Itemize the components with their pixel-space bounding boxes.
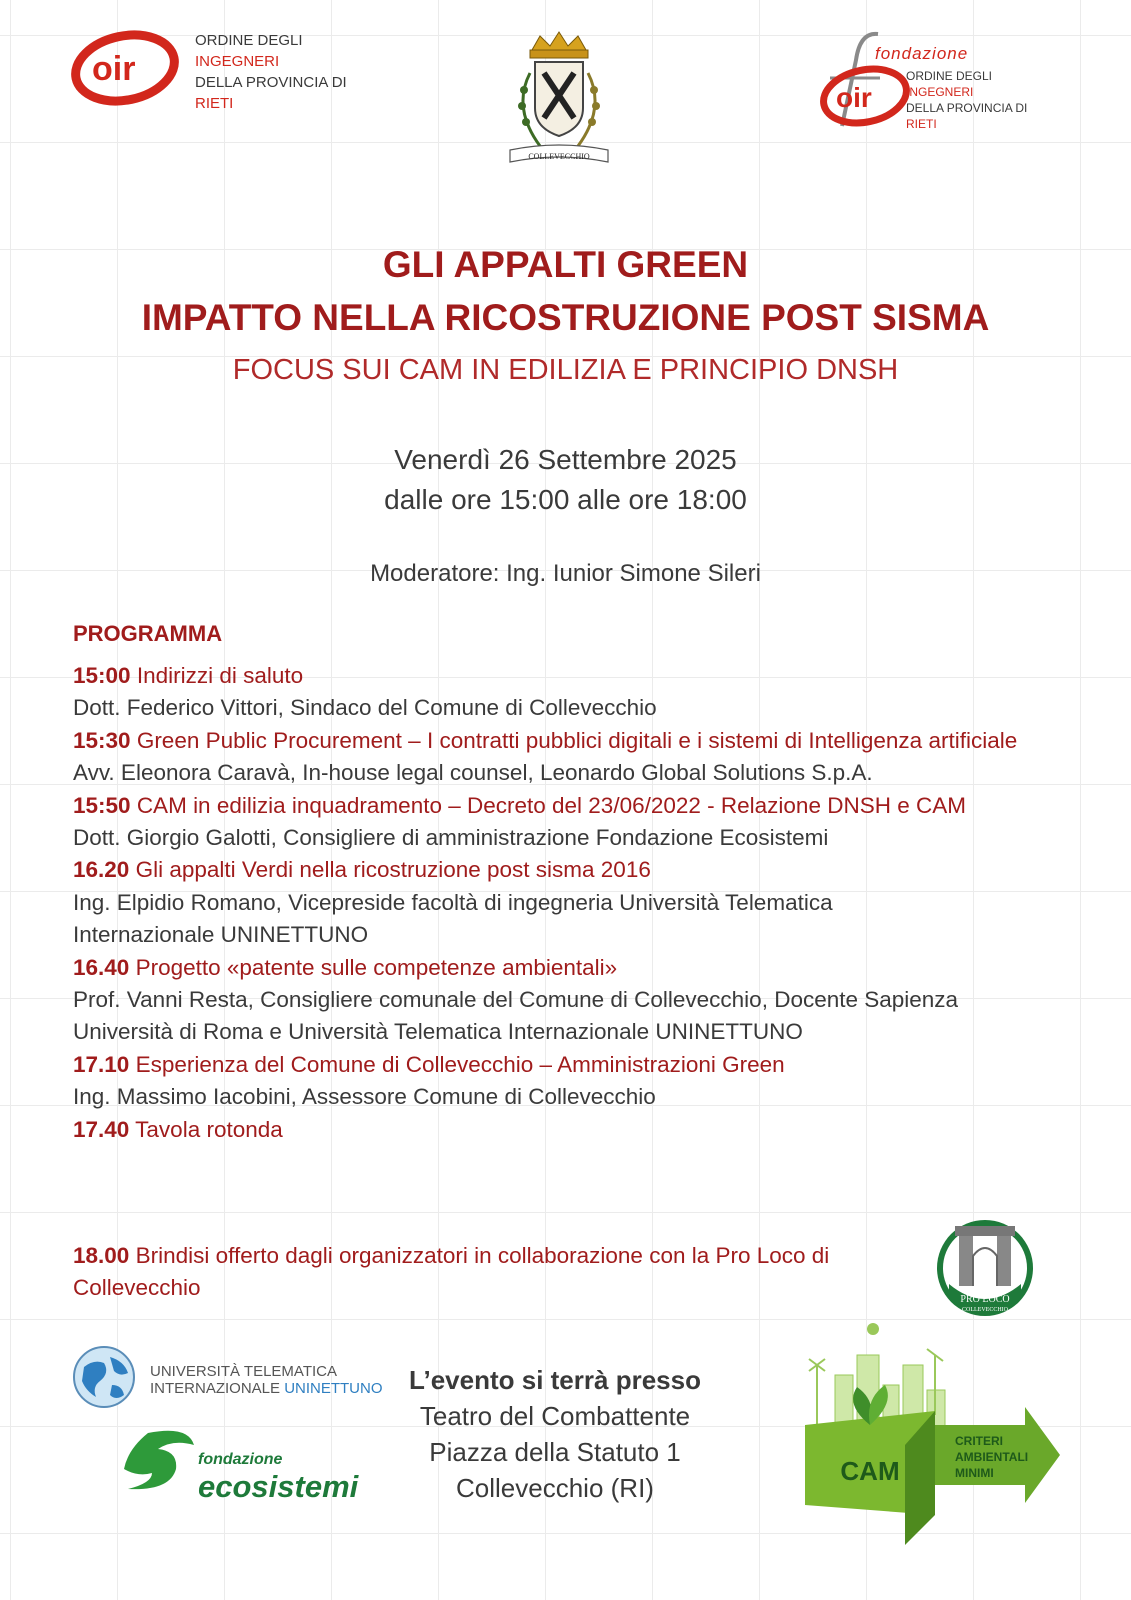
oir-left-line: DELLA PROVINCIA DI [195,74,347,91]
program-speaker: Dott. Federico Vittori, Sindaco del Comune di Collevecchio [73,695,657,721]
oir-left-text [195,30,347,114]
oir-left-line: ORDINE DEGLI [195,32,303,49]
cam-logo [795,1315,1070,1545]
uninettuno-line-1: UNIVERSITÀ TELEMATICA [150,1363,337,1380]
program-item [73,1049,1053,1114]
program-list [73,660,1053,1146]
crest-caption: COLLEVECCHIO [528,152,590,161]
fondazione-right-text [906,68,1027,132]
oir-emblem-icon [70,28,190,108]
venue-line: Collevecchio (RI) [456,1473,654,1503]
cam-line: MINIMI [955,1466,994,1480]
program-speaker: Ing. Massimo Iacobini, Assessore Comune di Collevecchio [73,1084,656,1110]
program-final-item [73,1240,933,1305]
program-heading: PROGRAMMA [73,621,223,646]
event-subtitle: FOCUS SUI CAM IN EDILIZIA E PRINCIPIO DNSH [232,354,899,386]
fondazione-logo-text: oir [836,82,872,113]
oir-left-line: RIETI [195,95,234,112]
fondazione-script-word: fondazione [875,44,969,63]
program-time: 17.40 [73,1116,130,1142]
pro-loco-sub: COLLEVECCHIO [962,1307,1008,1313]
uninettuno-line-2b: UNINETTUNO [284,1380,383,1397]
crest-icon [500,28,618,173]
program-title: Indirizzi di saluto [136,663,304,688]
uninettuno-logo [70,1343,400,1413]
event-date-block [0,440,1131,520]
moderator: Moderatore: Ing. Iunior Simone Sileri [370,560,761,587]
fond-line: RIETI [906,117,937,131]
program-title: Brindisi offerto dagli organizzatori in collaborazione con la Pro Loco di Collevecchio [73,1243,830,1301]
venue-heading: L’evento si terrà presso [409,1365,701,1395]
pro-loco-arch-icon [935,1218,1035,1318]
program-title: CAM in edilizia inquadramento – Decreto del 23/06/2022 - Relazione DNSH e CAM [136,792,966,818]
program-speaker: Avv. Eleonora Caravà, In-house legal counsel, Leonardo Global Solutions S.p.A. [73,760,873,786]
program-item [73,725,1053,790]
cam-line: AMBIENTALI [955,1450,1029,1464]
program-time: 15:00 [73,663,131,688]
program-title: Gli appalti Verdi nella ricostruzione post sisma 2016 [135,857,651,883]
uninettuno-line-2a: INTERNAZIONALE [150,1380,285,1397]
program-time: 16.40 [73,954,130,980]
program-time: 16.20 [73,857,130,883]
program-time: 15:50 [73,792,131,818]
fond-line: ORDINE DEGLI [906,69,993,83]
program-title: Progetto «patente sulle competenze ambientali» [135,954,618,980]
program-title: Esperienza del Comune di Collevecchio – Amministrazioni Green [135,1051,785,1077]
event-title-line-2: IMPATTO NELLA RICOSTRUZIONE POST SISMA [141,297,990,338]
program-item [73,1114,1053,1146]
program-item [73,952,1008,1049]
cam-city-icon [795,1315,1070,1545]
oir-logo-left [70,28,370,118]
oir-logo-text: oir [92,50,136,88]
uninettuno-text [150,1363,383,1397]
program-time: 15:30 [73,727,131,753]
ecosistemi-line-1: fondazione [198,1451,283,1468]
venue-line: Piazza della Statuto 1 [429,1437,681,1467]
cam-label: CAM [840,1456,900,1486]
collevecchio-crest [500,28,618,173]
fondazione-oir-logo [800,30,1060,135]
program-time: 18.00 [73,1243,130,1268]
program-speaker: Ing. Elpidio Romano, Vicepreside facoltà di ingegneria Università Telematica Internazionale UNINETTUNO [73,889,833,948]
program-item [73,854,923,951]
program-speaker: Prof. Vanni Resta, Consigliere comunale del Comune di Collevecchio, Docente Sapienza Università di Roma e Università Telematica Internazionale UNINETTUNO [73,987,959,1045]
program-title: Green Public Procurement – I contratti pubblici digitali e i sistemi di Intelligenza artificiale [136,727,1018,753]
oir-left-line: INGEGNERI [195,53,280,70]
program-time: 17.10 [73,1051,130,1077]
program-item [73,660,1053,725]
venue-block [380,1362,730,1506]
fond-line: DELLA PROVINCIA DI [906,101,1028,115]
event-title-line-1: GLI APPALTI GREEN [382,244,749,285]
program-speaker: Dott. Giorgio Galotti, Consigliere di amministrazione Fondazione Ecosistemi [73,825,829,851]
pro-loco-text: PRO LOCO [960,1294,1010,1305]
event-time: dalle ore 15:00 alle ore 18:00 [384,484,747,515]
ecosistemi-line-2: ecosistemi [198,1469,359,1504]
pro-loco-logo [935,1218,1035,1318]
program-item [73,790,1013,855]
event-date: Venerdì 26 Settembre 2025 [394,444,737,475]
globe-icon [70,1343,140,1413]
event-title-block [0,238,1131,390]
program-title: Tavola rotonda [135,1116,283,1142]
fondazione-ecosistemi-logo [118,1425,378,1515]
cam-line: CRITERI [955,1434,1003,1448]
fond-line: INGEGNERI [906,85,974,99]
venue-line: Teatro del Combattente [419,1401,691,1431]
ecosistemi-leaf-icon [118,1425,208,1515]
